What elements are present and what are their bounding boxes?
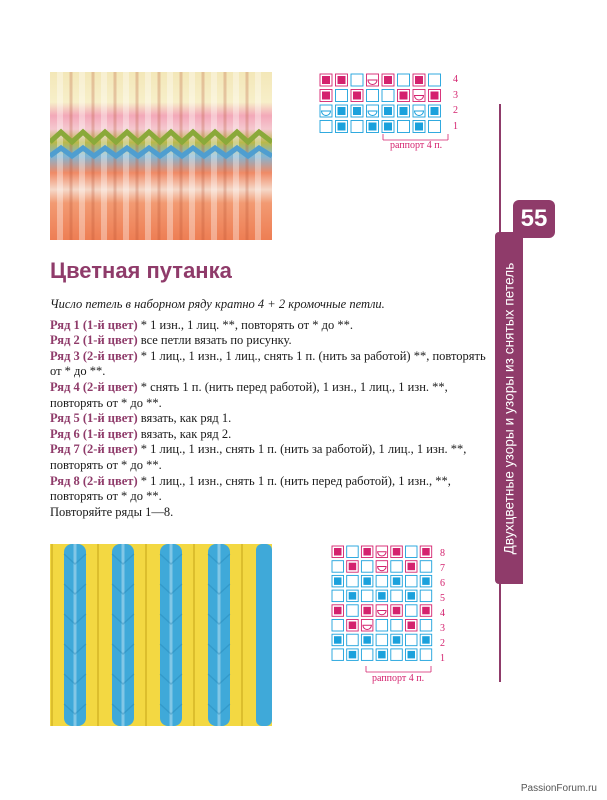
rapport-label: раппорт 4 п. <box>390 140 443 151</box>
chart-cell-fill <box>363 636 371 644</box>
chart-cell-fill <box>322 92 330 100</box>
page-number: 55 <box>513 200 555 238</box>
chart-cell-fill <box>338 123 346 131</box>
chart-cell-fill <box>408 622 416 630</box>
chart-cell-fill <box>408 563 416 571</box>
chart-cell <box>332 561 344 573</box>
row-text: * 1 лиц., 1 изн., 1 лиц., снять 1 п. (нить за работой) **, повторять от * до **. <box>50 348 486 379</box>
row-label: Ряд 3 (2-й цвет) <box>50 348 138 363</box>
chart-cell-fill <box>378 651 386 659</box>
chart-cell <box>351 121 363 133</box>
chart-cell <box>391 561 403 573</box>
chart-cell-fill <box>384 123 392 131</box>
row-text: * 1 лиц., 1 изн., снять 1 п. (нить за работой), 1 лиц., 1 изн. **, повторять от * до **. <box>50 442 467 472</box>
row-number: 7 <box>440 563 445 574</box>
row-text: * снять 1 п. (нить перед работой), 1 изн., 1 лиц., 1 изн. **, повторять от * до **. <box>50 379 448 410</box>
chart-cell-fill <box>363 607 371 615</box>
row-instruction-1 <box>50 318 490 334</box>
row-text: вязать, как ряд 2. <box>137 426 232 441</box>
chart-cell-fill <box>369 123 377 131</box>
chart-cell-fill <box>384 107 392 115</box>
chart-cell-fill <box>334 577 342 585</box>
chart-cell-fill <box>334 636 342 644</box>
chart-cell <box>332 590 344 602</box>
chart-cell <box>336 90 348 102</box>
chart-cell-fill <box>422 577 430 585</box>
chart-cell-fill <box>393 577 401 585</box>
closing-text: Повторяйте ряды 1—8. <box>50 504 174 519</box>
chart-cell <box>398 74 410 86</box>
row-number: 8 <box>440 548 445 559</box>
chart-cell-fill <box>422 548 430 556</box>
row-instruction-8 <box>50 474 490 505</box>
chart-cell-fill <box>393 548 401 556</box>
row-number: 5 <box>440 593 445 604</box>
chart-cell <box>429 121 441 133</box>
chart-cell-fill <box>378 592 386 600</box>
chart-cell-fill <box>400 92 408 100</box>
chart-cell <box>406 575 418 587</box>
chart-cell <box>347 575 359 587</box>
chart-cell-fill <box>349 651 357 659</box>
chart-cell <box>420 649 432 661</box>
chart-cell-fill <box>415 123 423 131</box>
chart-cell <box>420 561 432 573</box>
knit-sample-photo-bottom <box>50 544 272 726</box>
section-title: Цветная путанка <box>50 258 232 283</box>
chart-cell-fill <box>422 607 430 615</box>
chart-cell-fill <box>353 92 361 100</box>
chart-cell <box>332 649 344 661</box>
chart-cell <box>347 605 359 617</box>
chart-cell <box>382 90 394 102</box>
chart-cell-fill <box>431 107 439 115</box>
chart-cell-fill <box>338 76 346 84</box>
chart-cell-fill <box>415 76 423 84</box>
chart-cell <box>351 74 363 86</box>
row-number: 2 <box>440 638 445 649</box>
chart-cell <box>391 620 403 632</box>
chart-cell <box>376 620 388 632</box>
row-text: * 1 изн., 1 лиц. **, повторять от * до **. <box>137 317 353 332</box>
row-instruction-2 <box>50 333 490 349</box>
chart-cell <box>376 575 388 587</box>
chart-cell-fill <box>334 548 342 556</box>
chart-cell-fill <box>408 651 416 659</box>
chart-cell-fill <box>422 636 430 644</box>
row-number: 2 <box>453 105 458 116</box>
chart-cell <box>391 590 403 602</box>
row-instruction-3 <box>50 349 490 380</box>
row-label: Ряд 5 (1-й цвет) <box>50 411 138 426</box>
row-instruction-7 <box>50 442 490 473</box>
chart-cell <box>398 121 410 133</box>
row-text: все петли вязать по рисунку. <box>137 333 292 348</box>
chart-cell <box>347 546 359 558</box>
chart-cell-fill <box>363 577 371 585</box>
row-text: * 1 лиц., 1 изн., снять 1 п. (нить перед работой), 1 изн., **, повторять от * до **. <box>50 473 451 504</box>
knitting-chart-top-grid <box>318 72 466 151</box>
row-label: Ряд 7 (2-й цвет) <box>50 442 138 457</box>
chart-cell <box>320 121 332 133</box>
knit-photo-illustration-top <box>50 72 272 240</box>
side-tab-text: Двухцветные узоры и узоры из снятых петель <box>501 262 517 554</box>
row-label: Ряд 4 (2-й цвет) <box>50 379 138 394</box>
chart-cell <box>361 561 373 573</box>
row-number: 4 <box>453 74 458 85</box>
knitting-chart-bottom-grid <box>330 544 470 682</box>
row-instruction-5 <box>50 411 490 427</box>
chart-cell <box>361 590 373 602</box>
chart-cell <box>420 590 432 602</box>
chart-cell-fill <box>353 107 361 115</box>
rapport-label: раппорт 4 п. <box>372 673 425 684</box>
chart-cell-fill <box>408 592 416 600</box>
chart-cell <box>406 546 418 558</box>
watermark: PassionForum.ru <box>520 783 597 794</box>
row-number: 3 <box>453 90 458 101</box>
chart-cell <box>332 620 344 632</box>
chart-cell <box>429 74 441 86</box>
row-number: 4 <box>440 608 445 619</box>
row-instruction-4 <box>50 380 490 411</box>
chart-cell <box>367 90 379 102</box>
row-number: 1 <box>453 121 458 132</box>
chart-cell-fill <box>338 107 346 115</box>
chart-cell-fill <box>393 636 401 644</box>
knitting-chart-bottom <box>330 544 470 682</box>
row-label: Ряд 2 (1-й цвет) <box>50 333 138 348</box>
row-label: Ряд 8 (2-й цвет) <box>50 473 138 488</box>
chart-cell-fill <box>400 107 408 115</box>
chart-cell <box>420 620 432 632</box>
chart-cell-fill <box>322 76 330 84</box>
knit-sample-photo-top <box>50 72 272 240</box>
side-tab-label <box>495 232 523 584</box>
chart-cell-fill <box>363 548 371 556</box>
row-label: Ряд 6 (1-й цвет) <box>50 426 138 441</box>
chart-cell <box>376 634 388 646</box>
chart-cell <box>406 605 418 617</box>
intro-text: Число петель в наборном ряду кратно 4 + 2 кромочные петли. <box>50 297 385 311</box>
chart-cell <box>347 634 359 646</box>
row-number: 1 <box>440 653 445 664</box>
chart-cell-fill <box>384 76 392 84</box>
knitting-chart-top <box>318 72 466 151</box>
row-number: 3 <box>440 623 445 634</box>
chart-cell-fill <box>393 607 401 615</box>
chart-cell-fill <box>349 622 357 630</box>
chart-cell <box>391 649 403 661</box>
chart-cell <box>361 649 373 661</box>
row-text: вязать, как ряд 1. <box>137 411 232 426</box>
row-number: 6 <box>440 578 445 589</box>
chart-cell-fill <box>431 92 439 100</box>
row-instruction-6 <box>50 427 490 443</box>
knit-photo-illustration-bottom <box>50 544 272 726</box>
row-label: Ряд 1 (1-й цвет) <box>50 317 138 332</box>
instructions <box>50 297 490 520</box>
chart-cell-fill <box>334 607 342 615</box>
chart-cell-fill <box>349 563 357 571</box>
chart-cell <box>406 634 418 646</box>
chart-cell-fill <box>349 592 357 600</box>
